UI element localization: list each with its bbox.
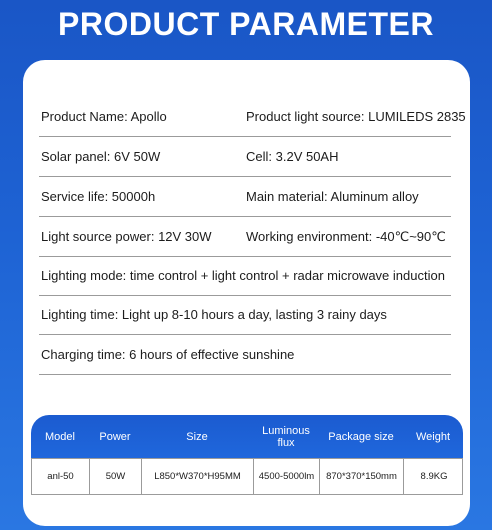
lighting-time: Lighting time: Light up 8-10 hours a day, lasting 3 rainy days — [41, 307, 387, 322]
product-name: Product Name: Apollo — [41, 109, 167, 124]
header-weight: Weight — [415, 430, 451, 443]
working-environment: Working environment: -40℃~90℃ — [246, 229, 446, 244]
parameter-row — [39, 217, 451, 257]
table-row — [31, 458, 463, 495]
parameter-row — [39, 256, 451, 296]
charging-time: Charging time: 6 hours of effective sunshine — [41, 347, 295, 362]
cell-package-size: 870*370*150mm — [320, 459, 404, 494]
parameter-row — [39, 137, 451, 177]
lighting-mode: Lighting mode: time control + light control + radar microwave induction — [41, 268, 445, 283]
parameter-row — [39, 335, 451, 375]
header-size: Size — [186, 430, 208, 443]
cell-luminous-flux: 4500-5000lm — [254, 459, 320, 494]
cell-model: anl-50 — [32, 459, 90, 494]
light-source-power: Light source power: 12V 30W — [41, 229, 212, 244]
parameter-row — [39, 97, 466, 137]
parameter-row — [39, 177, 451, 217]
cell-power: 50W — [90, 459, 142, 494]
header-luminous-flux: Luminous flux — [262, 424, 310, 449]
header-model: Model — [45, 430, 75, 443]
page-title: PRODUCT PARAMETER — [58, 6, 434, 42]
spec-table — [31, 415, 463, 495]
cell: Cell: 3.2V 50AH — [246, 149, 339, 164]
header-power: Power — [99, 430, 131, 443]
cell-weight: 8.9KG — [420, 471, 448, 482]
spec-table-header — [31, 415, 463, 458]
header-package-size: Package size — [328, 430, 394, 443]
parameter-row — [39, 295, 451, 335]
main-material: Main material: Aluminum alloy — [246, 189, 419, 204]
cell-size: L850*W370*H95MM — [142, 459, 254, 494]
solar-panel: Solar panel: 6V 50W — [41, 149, 161, 164]
product-light-source: Product light source: LUMILEDS 2835 — [246, 109, 466, 124]
service-life: Service life: 50000h — [41, 189, 156, 204]
